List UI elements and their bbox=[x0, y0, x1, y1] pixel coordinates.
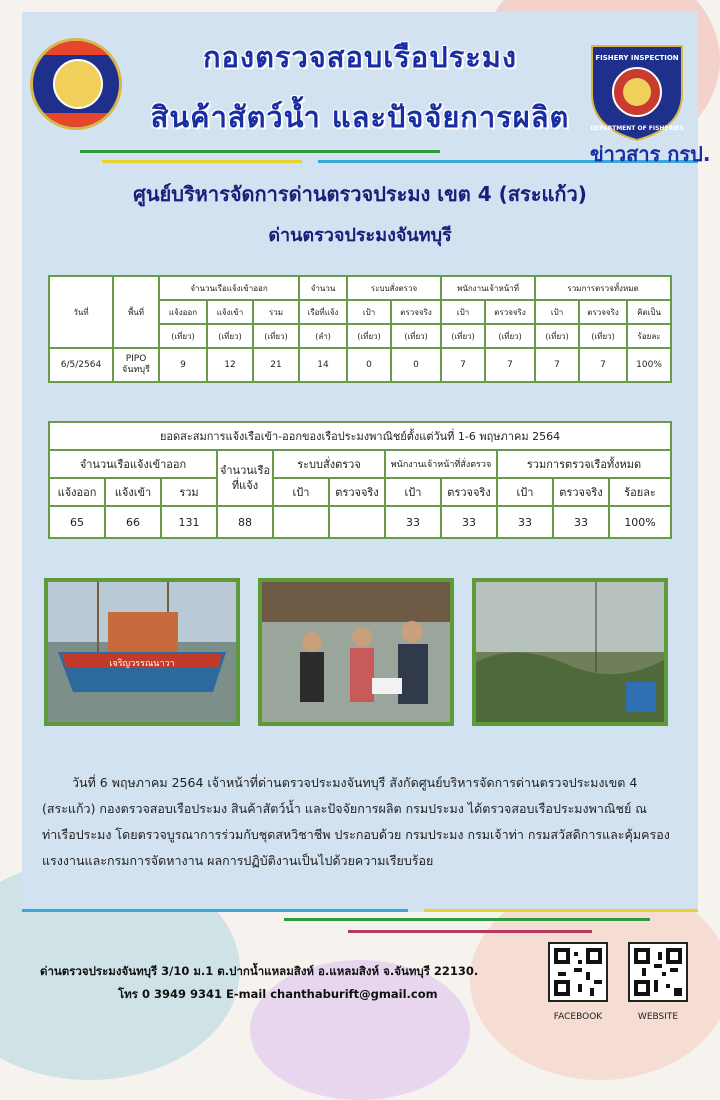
facebook-qr-code[interactable] bbox=[548, 942, 608, 1002]
sub-header: ตรวจจริง bbox=[579, 300, 627, 324]
cell-value: 131 bbox=[161, 506, 217, 538]
sub-header: เป้า bbox=[535, 300, 579, 324]
daily-inspection-table bbox=[48, 275, 672, 383]
footer-contact: โทร 0 3949 9341 E-mail chanthaburift@gmail.com bbox=[118, 987, 438, 1001]
header-total: รวมการตรวจเรือทั้งหมด bbox=[497, 450, 671, 478]
boat-photo bbox=[44, 578, 240, 726]
sub-header: ตรวจจริง bbox=[391, 300, 441, 324]
header-date: วันที่ bbox=[49, 276, 113, 348]
header-staff: พนักงานเจ้าหน้าที่สั่งตรวจ bbox=[385, 450, 497, 478]
sub-header: ตรวจจริง bbox=[485, 300, 535, 324]
header-system: ระบบสั่งตรวจ bbox=[347, 276, 441, 300]
sub-header: รวม bbox=[253, 300, 299, 324]
main-title-line2: สินค้าสัตว์น้ำ และปัจจัยการผลิต bbox=[150, 100, 570, 134]
website-label: WEBSITE bbox=[637, 1012, 679, 1022]
sub-header: เป้า bbox=[385, 478, 441, 506]
header-count-line1: จำนวนเรือ bbox=[219, 464, 271, 477]
sub-header: ตรวจจริง bbox=[441, 478, 497, 506]
unit-header: (เที่ยว) bbox=[253, 324, 299, 348]
header-notify: จำนวนเรือแจ้งเข้าออก bbox=[49, 450, 217, 478]
sub-header: ร้อยละ bbox=[609, 478, 671, 506]
cell-value: 7 bbox=[535, 348, 579, 382]
unit-header: (เที่ยว) bbox=[579, 324, 627, 348]
unit-header: (เที่ยว) bbox=[535, 324, 579, 348]
decor-stripe bbox=[22, 909, 408, 912]
logo-bottom-text: DEPARTMENT OF FISHERIES bbox=[590, 125, 684, 132]
decor-stripe bbox=[284, 918, 650, 921]
header-staff: พนักงานเจ้าหน้าที่ bbox=[441, 276, 535, 300]
cell-value bbox=[329, 506, 385, 538]
sub-header: เป้า bbox=[273, 478, 329, 506]
header-count-line2: ที่แจ้ง bbox=[231, 479, 259, 492]
cell-area bbox=[113, 348, 159, 382]
unit-header: (เที่ยว) bbox=[391, 324, 441, 348]
decor-stripe bbox=[424, 909, 698, 912]
cell-value: 0 bbox=[391, 348, 441, 382]
header-system: ระบบสั่งตรวจ bbox=[273, 450, 385, 478]
header-count bbox=[217, 450, 273, 506]
main-title-line1: กองตรวจสอบเรือประมง bbox=[202, 40, 518, 74]
unit-header: (เที่ยว) bbox=[207, 324, 253, 348]
sub-header: เป้า bbox=[441, 300, 485, 324]
cell-date: 6/5/2564 bbox=[49, 348, 113, 382]
sub-header: แจ้งเข้า bbox=[207, 300, 253, 324]
cell-value: 14 bbox=[299, 348, 347, 382]
cell-value: 66 bbox=[105, 506, 161, 538]
header-notify: จำนวนเรือแจ้งเข้าออก bbox=[159, 276, 299, 300]
table-row bbox=[49, 348, 671, 382]
office-heading: ด่านตรวจประมงจันทบุรี bbox=[268, 225, 452, 246]
header-total: รวมการตรวจทั้งหมด bbox=[535, 276, 671, 300]
unit-header: (เที่ยว) bbox=[159, 324, 207, 348]
cell-value: 7 bbox=[579, 348, 627, 382]
sub-header: แจ้งเข้า bbox=[105, 478, 161, 506]
unit-header: (เที่ยว) bbox=[485, 324, 535, 348]
footer-address: ด่านตรวจประมงจันทบุรี 3/10 ม.1 ต.ปากน้ำแหลมสิงห์ อ.แหลมสิงห์ จ.จันทบุรี 22130. bbox=[40, 964, 479, 978]
cell-value: 12 bbox=[207, 348, 253, 382]
facebook-label: FACEBOOK bbox=[553, 1012, 603, 1022]
cell-area-line1: PIPO bbox=[125, 354, 147, 364]
cell-value: 7 bbox=[441, 348, 485, 382]
sub-header: เรือที่แจ้ง bbox=[299, 300, 347, 324]
logo-top-text: FISHERY INSPECTION bbox=[595, 54, 679, 62]
decor-stripe bbox=[80, 150, 440, 153]
unit-header: (เที่ยว) bbox=[441, 324, 485, 348]
news-text: วันที่ 6 พฤษภาคม 2564 เจ้าหน้าที่ด่านตรวจประมงจันทบุรี สังกัดศูนย์บริหารจัดการด่านตรวจประมงเขต 4 (สระแก้ว) กองตรวจสอบเรือประมง สินค้าสัตว์น้ำ และปัจจัยการผลิต กรมประมง ได้ตรวจสอบเรือประมงพาณิชย์ ณ ท่าเรือประมง โดยตรวจบูรณาการร่วมกับชุดสหวิชาชีพ ประกอบด้วย กรมประมง กรมเจ้าท่า กรมสวัสดิการและคุ้มครองแรงงานและกรมการจัดหางาน ผลการปฏิบัติงานเป็นไปด้วยความเรียบร้อย bbox=[42, 775, 670, 868]
header-area: พื้นที่ bbox=[113, 276, 159, 348]
net-photo bbox=[472, 578, 668, 726]
cumulative-title: ยอดสะสมการแจ้งเรือเข้า-ออกของเรือประมงพาณิชย์ตั้งแต่วันที่ 1-6 พฤษภาคม 2564 bbox=[49, 422, 671, 450]
cumulative-table bbox=[48, 421, 672, 539]
cell-value: 9 bbox=[159, 348, 207, 382]
unit-header: (เที่ยว) bbox=[347, 324, 391, 348]
sub-header: ตรวจจริง bbox=[329, 478, 385, 506]
sub-header: เป้า bbox=[497, 478, 553, 506]
cell-value: 100% bbox=[627, 348, 671, 382]
cell-value: 0 bbox=[347, 348, 391, 382]
cell-value: 33 bbox=[497, 506, 553, 538]
sub-header: แจ้งออก bbox=[159, 300, 207, 324]
table-row bbox=[49, 506, 671, 538]
unit-header: ร้อยละ bbox=[627, 324, 671, 348]
cell-value: 65 bbox=[49, 506, 105, 538]
news-label: ข่าวสาร กรป. bbox=[590, 142, 711, 166]
sub-header: แจ้งออก bbox=[49, 478, 105, 506]
cell-value: 33 bbox=[553, 506, 609, 538]
decor-stripe bbox=[102, 160, 302, 163]
header-count: จำนวน bbox=[299, 276, 347, 300]
sub-header: รวม bbox=[161, 478, 217, 506]
cell-value: 7 bbox=[485, 348, 535, 382]
decor-stripe bbox=[348, 930, 592, 933]
sub-header: คิดเป็น bbox=[627, 300, 671, 324]
center-heading: ศูนย์บริหารจัดการด่านตรวจประมง เขต 4 (สระแก้ว) bbox=[133, 182, 587, 206]
bg-blob bbox=[250, 960, 470, 1100]
sub-header: ตรวจจริง bbox=[553, 478, 609, 506]
cell-value bbox=[273, 506, 329, 538]
cell-value: 100% bbox=[609, 506, 671, 538]
inspection-photo bbox=[258, 578, 454, 726]
boat-name: เจริญวรรณนาวา bbox=[109, 659, 175, 669]
cell-value: 21 bbox=[253, 348, 299, 382]
cell-value: 88 bbox=[217, 506, 273, 538]
cell-value: 33 bbox=[441, 506, 497, 538]
cell-value: 33 bbox=[385, 506, 441, 538]
sub-header: เป้า bbox=[347, 300, 391, 324]
unit-header: (ลำ) bbox=[299, 324, 347, 348]
cell-area-line2: จันทบุรี bbox=[122, 365, 150, 375]
website-qr-code[interactable] bbox=[628, 942, 688, 1002]
news-paragraph bbox=[42, 770, 680, 874]
